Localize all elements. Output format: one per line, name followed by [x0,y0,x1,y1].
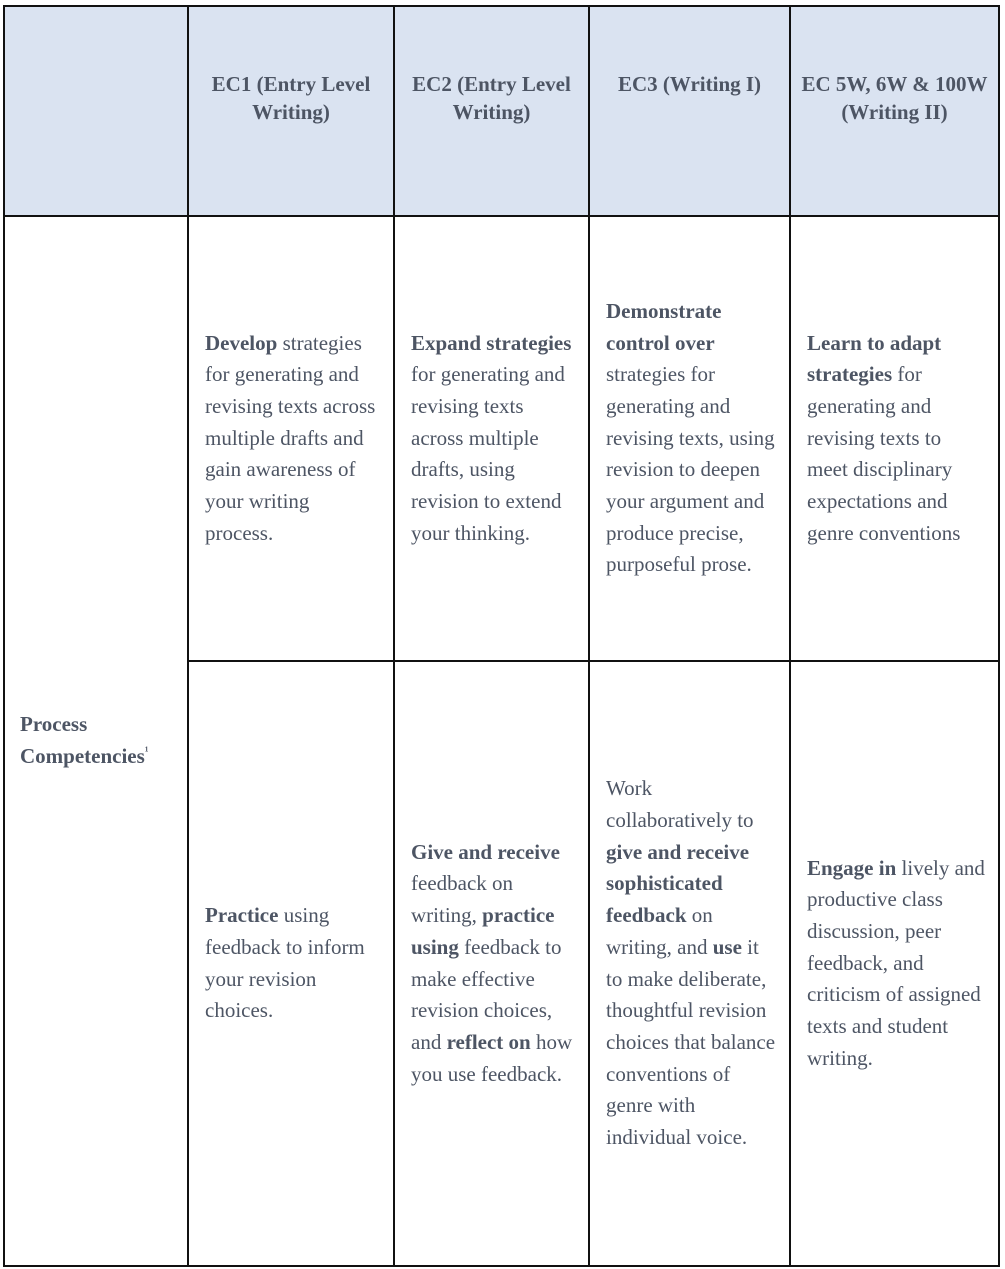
row-label-text: Process Competencies [20,712,145,768]
header-ec1: EC1 (Entry Level Writing) [188,6,394,216]
header-corner-cell [4,6,188,216]
cell-ec3-strategies: Demonstrate control over strategies for generating and revising texts, using revision to deepen your argument and produce precise, purposeful prose. [589,216,790,661]
header-ec4: EC 5W, 6W & 100W (Writing II) [790,6,999,216]
cell-ec1-strategies: Develop strategies for generating and revising texts across multiple drafts and gain awareness of your writing process. [188,216,394,661]
row-label-process-competencies [4,216,188,1266]
header-ec3: EC3 (Writing I) [589,6,790,216]
table-row [4,216,999,661]
cell-ec4-feedback: Engage in lively and productive class discussion, peer feedback, and criticism of assigned texts and student writing. [790,661,999,1266]
header-row [4,6,999,216]
cell-ec2-feedback: Give and receive feedback on writing, practice using feedback to make effective revision choices, and reflect on how you use feedback. [394,661,589,1266]
cell-ec1-feedback: Practice using feedback to inform your revision choices. [188,661,394,1266]
header-ec2: EC2 (Entry Level Writing) [394,6,589,216]
cell-ec3-feedback: Work collaboratively to give and receive sophisticated feedback on writing, and use it to make deliberate, thoughtful revision choices that balance conventions of genre with individual voice. [589,661,790,1266]
competency-table [3,5,1000,1267]
cell-ec2-strategies: Expand strategies for generating and revising texts across multiple drafts, using revision to extend your thinking. [394,216,589,661]
footnote-marker: ¹ [144,744,149,758]
cell-ec4-strategies: Learn to adapt strategies for generating and revising texts to meet disciplinary expectations and genre conventions [790,216,999,661]
